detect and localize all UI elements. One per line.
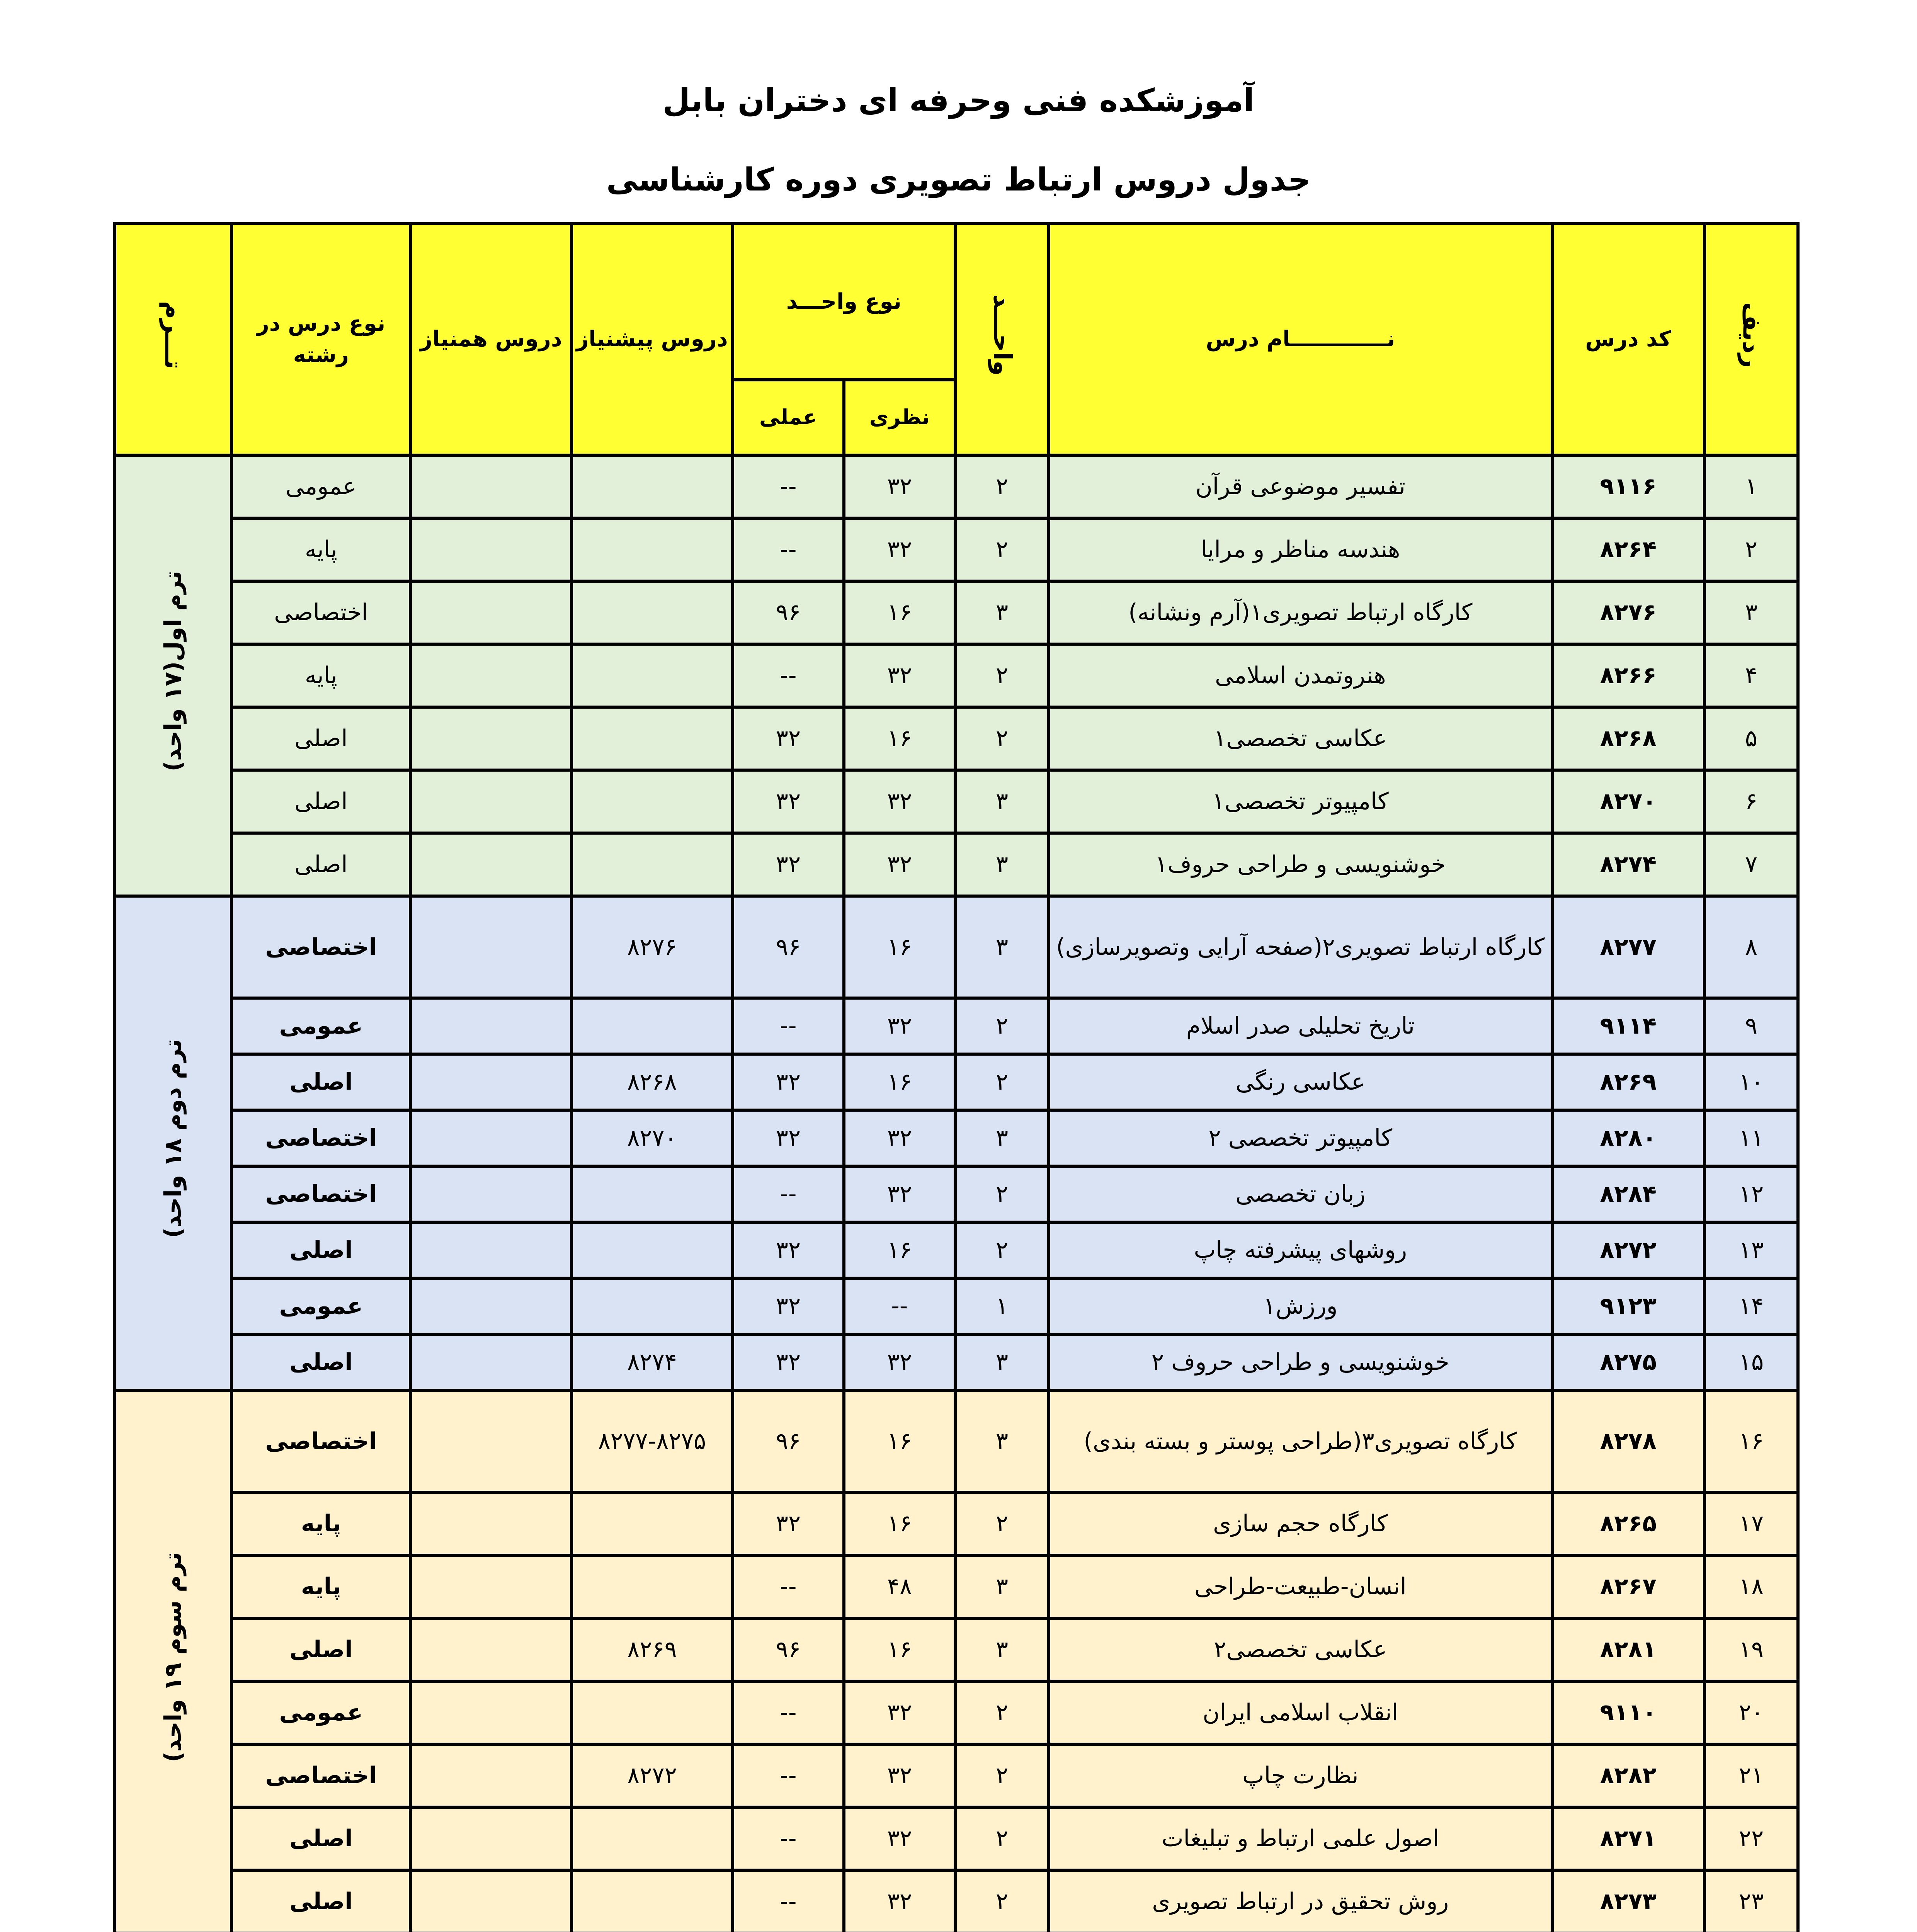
practical-hours: ۹۶ xyxy=(733,1618,844,1681)
course-name: کارگاه تصویری۳(طراحی پوستر و بسته بندی) xyxy=(1049,1390,1552,1492)
theory-hours: ۳۲ xyxy=(844,1681,955,1744)
theory-hours: ۱۶ xyxy=(844,1492,955,1555)
table-row xyxy=(115,644,1798,707)
course-name: نظارت چاپ xyxy=(1049,1744,1552,1807)
header-row-number: ردیف xyxy=(1704,223,1798,455)
prerequisites xyxy=(572,998,733,1054)
course-type: اصلی xyxy=(231,1618,410,1681)
row-number: ۶ xyxy=(1704,770,1798,833)
course-code: ۸۲۶۸ xyxy=(1552,707,1704,770)
prerequisites xyxy=(572,1492,733,1555)
corequisites xyxy=(410,770,572,833)
prerequisites xyxy=(572,1166,733,1222)
course-name: هندسه مناظر و مرایا xyxy=(1049,518,1552,581)
practical-hours: ۳۲ xyxy=(733,1492,844,1555)
corequisites xyxy=(410,581,572,644)
course-units: ۳ xyxy=(955,1390,1049,1492)
course-rows xyxy=(115,455,1798,1932)
course-name: کارگاه ارتباط تصویری۱(آرم ونشانه) xyxy=(1049,581,1552,644)
header-units: واحـــد xyxy=(955,223,1049,455)
course-units: ۲ xyxy=(955,707,1049,770)
practical-hours: ۳۲ xyxy=(733,1054,844,1110)
course-type: اختصاصی xyxy=(231,1390,410,1492)
theory-hours: ۳۲ xyxy=(844,518,955,581)
practical-hours: ۳۲ xyxy=(733,1110,844,1166)
corequisites xyxy=(410,1166,572,1222)
practical-hours: -- xyxy=(733,1744,844,1807)
theory-hours: ۱۶ xyxy=(844,1390,955,1492)
term-label-text: ترم اول(۱۷ واحد) xyxy=(159,570,187,772)
course-units: ۲ xyxy=(955,1681,1049,1744)
course-name: خوشنویسی و طراحی حروف۱ xyxy=(1049,833,1552,896)
practical-hours: -- xyxy=(733,1681,844,1744)
theory-hours: ۱۶ xyxy=(844,1054,955,1110)
term-label-text: ترم دوم ۱۸ واحد) xyxy=(159,1039,187,1238)
corequisites xyxy=(410,1807,572,1870)
prerequisites: ۸۲۶۸ xyxy=(572,1054,733,1110)
header-term: تـــرم xyxy=(115,223,231,455)
row-number: ۲۱ xyxy=(1704,1744,1798,1807)
course-code: ۹۱۲۳ xyxy=(1552,1278,1704,1334)
table-row xyxy=(115,1618,1798,1681)
prerequisites: ۸۲۶۹ xyxy=(572,1618,733,1681)
term-label xyxy=(115,896,231,1390)
course-name: کارگاه ارتباط تصویری۲(صفحه آرایی وتصویرسازی) xyxy=(1049,896,1552,998)
header-course-code: کد درس xyxy=(1552,223,1704,455)
corequisites xyxy=(410,644,572,707)
row-number: ۲۰ xyxy=(1704,1681,1798,1744)
table-row xyxy=(115,833,1798,896)
course-type: اصلی xyxy=(231,707,410,770)
prerequisites xyxy=(572,1681,733,1744)
row-number: ۱۳ xyxy=(1704,1222,1798,1278)
prerequisites xyxy=(572,770,733,833)
table-row xyxy=(115,1390,1798,1492)
course-type: پایه xyxy=(231,1555,410,1618)
row-number: ۴ xyxy=(1704,644,1798,707)
course-type: عمومی xyxy=(231,1278,410,1334)
prerequisites: ۸۲۷۷-۸۲۷۵ xyxy=(572,1390,733,1492)
course-code: ۸۲۷۴ xyxy=(1552,833,1704,896)
corequisites xyxy=(410,1222,572,1278)
theory-hours: ۳۲ xyxy=(844,644,955,707)
course-code: ۸۲۷۱ xyxy=(1552,1807,1704,1870)
header-course-type: نوع درس در رشته xyxy=(231,223,410,455)
course-name: تفسیر موضوعی قرآن xyxy=(1049,455,1552,518)
practical-hours: ۹۶ xyxy=(733,1390,844,1492)
term-label xyxy=(115,455,231,896)
row-number: ۷ xyxy=(1704,833,1798,896)
header-unit-type: نوع واحـــد xyxy=(733,223,955,380)
course-name: عکاسی تخصصی۱ xyxy=(1049,707,1552,770)
row-number: ۱۷ xyxy=(1704,1492,1798,1555)
course-type: عمومی xyxy=(231,998,410,1054)
course-units: ۳ xyxy=(955,1555,1049,1618)
practical-hours: -- xyxy=(733,998,844,1054)
theory-hours: ۳۲ xyxy=(844,1744,955,1807)
corequisites xyxy=(410,1492,572,1555)
theory-hours: ۱۶ xyxy=(844,707,955,770)
row-number: ۲۳ xyxy=(1704,1870,1798,1932)
table-row xyxy=(115,1744,1798,1807)
course-type: اصلی xyxy=(231,833,410,896)
course-units: ۳ xyxy=(955,896,1049,998)
course-type: اصلی xyxy=(231,1222,410,1278)
prerequisites: ۸۲۷۶ xyxy=(572,896,733,998)
theory-hours: ۳۲ xyxy=(844,833,955,896)
practical-hours: ۳۲ xyxy=(733,707,844,770)
course-units: ۳ xyxy=(955,770,1049,833)
table-row xyxy=(115,1278,1798,1334)
course-name: اصول علمی ارتباط و تبلیغات xyxy=(1049,1807,1552,1870)
course-units: ۳ xyxy=(955,1618,1049,1681)
table-row xyxy=(115,707,1798,770)
corequisites xyxy=(410,1870,572,1932)
practical-hours: ۳۲ xyxy=(733,1334,844,1390)
practical-hours: -- xyxy=(733,455,844,518)
course-units: ۳ xyxy=(955,1334,1049,1390)
course-type: اصلی xyxy=(231,1870,410,1932)
table-row xyxy=(115,1166,1798,1222)
header-course-name: نـــــــــــــام درس xyxy=(1049,223,1552,455)
course-units: ۳ xyxy=(955,581,1049,644)
practical-hours: ۳۲ xyxy=(733,770,844,833)
table-row xyxy=(115,455,1798,518)
theory-hours: ۳۲ xyxy=(844,1870,955,1932)
course-type: اصلی xyxy=(231,1334,410,1390)
course-code: ۹۱۱۶ xyxy=(1552,455,1704,518)
practical-hours: -- xyxy=(733,1807,844,1870)
course-code: ۸۲۷۲ xyxy=(1552,1222,1704,1278)
practical-hours: -- xyxy=(733,644,844,707)
course-units: ۲ xyxy=(955,644,1049,707)
prerequisites xyxy=(572,644,733,707)
course-type: پایه xyxy=(231,1492,410,1555)
theory-hours: ۱۶ xyxy=(844,896,955,998)
row-number: ۳ xyxy=(1704,581,1798,644)
course-type: پایه xyxy=(231,518,410,581)
table-row xyxy=(115,1681,1798,1744)
course-name: کارگاه حجم سازی xyxy=(1049,1492,1552,1555)
course-code: ۸۲۷۰ xyxy=(1552,770,1704,833)
theory-hours: ۳۲ xyxy=(844,770,955,833)
course-type: اختصاصی xyxy=(231,1744,410,1807)
course-name: ورزش۱ xyxy=(1049,1278,1552,1334)
practical-hours: -- xyxy=(733,518,844,581)
theory-hours: ۱۶ xyxy=(844,1618,955,1681)
corequisites xyxy=(410,896,572,998)
practical-hours: ۳۲ xyxy=(733,1278,844,1334)
theory-hours: ۴۸ xyxy=(844,1555,955,1618)
theory-hours: ۱۶ xyxy=(844,581,955,644)
table-row xyxy=(115,1555,1798,1618)
course-code: ۸۲۶۵ xyxy=(1552,1492,1704,1555)
theory-hours: ۳۲ xyxy=(844,1166,955,1222)
course-code: ۸۲۷۳ xyxy=(1552,1870,1704,1932)
course-name: روش تحقیق در ارتباط تصویری xyxy=(1049,1870,1552,1932)
course-type: اصلی xyxy=(231,1054,410,1110)
course-name: کامپیوتر تخصصی۱ xyxy=(1049,770,1552,833)
course-name: روشهای پیشرفته چاپ xyxy=(1049,1222,1552,1278)
course-units: ۲ xyxy=(955,1054,1049,1110)
course-type: اختصاصی xyxy=(231,1166,410,1222)
prerequisites xyxy=(572,1870,733,1932)
table-row xyxy=(115,581,1798,644)
course-units: ۱ xyxy=(955,1278,1049,1334)
row-number: ۸ xyxy=(1704,896,1798,998)
table-row xyxy=(115,1807,1798,1870)
corequisites xyxy=(410,1618,572,1681)
corequisites xyxy=(410,1681,572,1744)
course-type: عمومی xyxy=(231,1681,410,1744)
course-units: ۲ xyxy=(955,455,1049,518)
course-units: ۲ xyxy=(955,998,1049,1054)
course-code: ۸۲۸۴ xyxy=(1552,1166,1704,1222)
course-table xyxy=(113,222,1800,1932)
course-code: ۸۲۸۲ xyxy=(1552,1744,1704,1807)
corequisites xyxy=(410,1555,572,1618)
corequisites xyxy=(410,1744,572,1807)
course-code: ۸۲۶۶ xyxy=(1552,644,1704,707)
table-row xyxy=(115,1334,1798,1390)
theory-hours: ۱۶ xyxy=(844,1222,955,1278)
course-name: عکاسی رنگی xyxy=(1049,1054,1552,1110)
course-type: اصلی xyxy=(231,770,410,833)
prerequisites: ۸۲۷۲ xyxy=(572,1744,733,1807)
prerequisites xyxy=(572,1807,733,1870)
row-number: ۱۸ xyxy=(1704,1555,1798,1618)
row-number: ۱۶ xyxy=(1704,1390,1798,1492)
course-code: ۸۲۶۹ xyxy=(1552,1054,1704,1110)
course-units: ۲ xyxy=(955,518,1049,581)
practical-hours: ۹۶ xyxy=(733,581,844,644)
corequisites xyxy=(410,1278,572,1334)
row-number: ۱۴ xyxy=(1704,1278,1798,1334)
course-units: ۲ xyxy=(955,1870,1049,1932)
prerequisites xyxy=(572,581,733,644)
course-name: کامپیوتر تخصصی ۲ xyxy=(1049,1110,1552,1166)
corequisites xyxy=(410,1334,572,1390)
prerequisites: ۸۲۷۴ xyxy=(572,1334,733,1390)
course-type: اختصاصی xyxy=(231,581,410,644)
prerequisites xyxy=(572,1278,733,1334)
course-name: زبان تخصصی xyxy=(1049,1166,1552,1222)
prerequisites xyxy=(572,707,733,770)
course-units: ۳ xyxy=(955,833,1049,896)
course-name: عکاسی تخصصی۲ xyxy=(1049,1618,1552,1681)
prerequisites xyxy=(572,455,733,518)
corequisites xyxy=(410,1390,572,1492)
course-type: اختصاصی xyxy=(231,1110,410,1166)
course-units: ۲ xyxy=(955,1744,1049,1807)
corequisites xyxy=(410,1110,572,1166)
row-number: ۵ xyxy=(1704,707,1798,770)
table-row xyxy=(115,518,1798,581)
prerequisites: ۸۲۷۰ xyxy=(572,1110,733,1166)
header-theory: نظری xyxy=(844,380,955,455)
corequisites xyxy=(410,998,572,1054)
course-code: ۹۱۱۴ xyxy=(1552,998,1704,1054)
prerequisites xyxy=(572,1222,733,1278)
corequisites xyxy=(410,455,572,518)
table-row xyxy=(115,1222,1798,1278)
table-title: جدول دروس ارتباط تصویری دوره کارشناسی xyxy=(606,162,1311,198)
practical-hours: ۳۲ xyxy=(733,833,844,896)
table-row xyxy=(115,998,1798,1054)
table-row xyxy=(115,770,1798,833)
course-type: عمومی xyxy=(231,455,410,518)
course-units: ۲ xyxy=(955,1222,1049,1278)
course-name: تاریخ تحلیلی صدر اسلام xyxy=(1049,998,1552,1054)
theory-hours: ۳۲ xyxy=(844,1807,955,1870)
prerequisites xyxy=(572,1555,733,1618)
course-name: انسان-طبیعت-طراحی xyxy=(1049,1555,1552,1618)
row-number: ۱۵ xyxy=(1704,1334,1798,1390)
course-name: خوشنویسی و طراحی حروف ۲ xyxy=(1049,1334,1552,1390)
corequisites xyxy=(410,707,572,770)
course-code: ۸۲۷۸ xyxy=(1552,1390,1704,1492)
table-row xyxy=(115,1870,1798,1932)
table-row xyxy=(115,1054,1798,1110)
institute-title: آموزشکده فنی وحرفه ای دختران بابل xyxy=(662,82,1255,119)
table-row xyxy=(115,1492,1798,1555)
row-number: ۲۲ xyxy=(1704,1807,1798,1870)
row-number: ۱۹ xyxy=(1704,1618,1798,1681)
course-units: ۲ xyxy=(955,1807,1049,1870)
row-number: ۲ xyxy=(1704,518,1798,581)
course-units: ۲ xyxy=(955,1492,1049,1555)
course-type: پایه xyxy=(231,644,410,707)
table-row xyxy=(115,1110,1798,1166)
row-number: ۹ xyxy=(1704,998,1798,1054)
header-practical: عملی xyxy=(733,380,844,455)
practical-hours: ۳۲ xyxy=(733,1222,844,1278)
row-number: ۱۲ xyxy=(1704,1166,1798,1222)
course-code: ۸۲۷۵ xyxy=(1552,1334,1704,1390)
course-units: ۳ xyxy=(955,1110,1049,1166)
practical-hours: -- xyxy=(733,1555,844,1618)
course-name: انقلاب اسلامی ایران xyxy=(1049,1681,1552,1744)
practical-hours: -- xyxy=(733,1166,844,1222)
prerequisites xyxy=(572,833,733,896)
corequisites xyxy=(410,1054,572,1110)
theory-hours: -- xyxy=(844,1278,955,1334)
term-label-text: ترم سوم ۱۹ واحد) xyxy=(159,1552,187,1762)
theory-hours: ۳۲ xyxy=(844,455,955,518)
row-number: ۱۰ xyxy=(1704,1054,1798,1110)
row-number: ۱ xyxy=(1704,455,1798,518)
term-label xyxy=(115,1390,231,1932)
course-units: ۲ xyxy=(955,1166,1049,1222)
course-name: هنروتمدن اسلامی xyxy=(1049,644,1552,707)
practical-hours: -- xyxy=(733,1870,844,1932)
course-code: ۸۲۷۷ xyxy=(1552,896,1704,998)
theory-hours: ۳۲ xyxy=(844,1334,955,1390)
theory-hours: ۳۲ xyxy=(844,998,955,1054)
header-prerequisites: دروس پیشنیاز xyxy=(572,223,733,455)
prerequisites xyxy=(572,518,733,581)
course-code: ۸۲۸۰ xyxy=(1552,1110,1704,1166)
course-type: اصلی xyxy=(231,1807,410,1870)
corequisites xyxy=(410,833,572,896)
header-corequisites: دروس همنیاز xyxy=(410,223,572,455)
theory-hours: ۳۲ xyxy=(844,1110,955,1166)
course-code: ۸۲۸۱ xyxy=(1552,1618,1704,1681)
corequisites xyxy=(410,518,572,581)
practical-hours: ۹۶ xyxy=(733,896,844,998)
course-code: ۸۲۷۶ xyxy=(1552,581,1704,644)
course-code: ۸۲۶۴ xyxy=(1552,518,1704,581)
course-code: ۹۱۱۰ xyxy=(1552,1681,1704,1744)
course-code: ۸۲۶۷ xyxy=(1552,1555,1704,1618)
row-number: ۱۱ xyxy=(1704,1110,1798,1166)
table-row xyxy=(115,896,1798,998)
course-type: اختصاصی xyxy=(231,896,410,998)
